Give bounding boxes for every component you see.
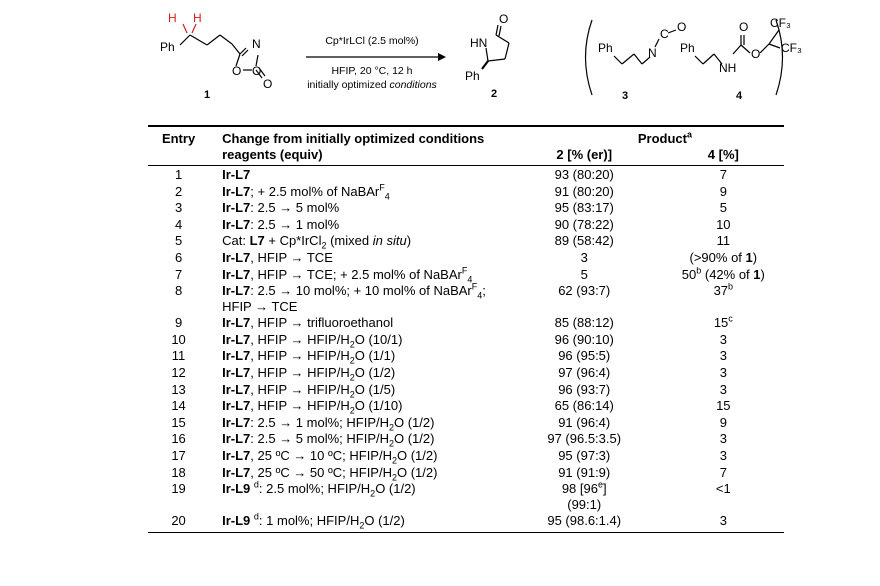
reagents-above-arrow: Cp*IrLCl (2.5 mol%): [325, 35, 419, 47]
cell-change: Ir-L7, HFIP → HFIP/$H_2O$ (1/10): [222, 398, 403, 416]
atom-h-red: H: [168, 11, 177, 25]
atom-o: O: [252, 64, 262, 78]
atom-o: O: [677, 20, 687, 34]
header-spacer: [148, 147, 209, 166]
cell-product-4: 5: [719, 200, 727, 216]
bond: [741, 45, 750, 53]
cell-change: Ir-L7; + 2.5 mol% of NaBAr$^F_4$: [222, 182, 390, 202]
cell-entry: 5: [174, 233, 183, 249]
cell-change: Ir-L9 $^d$: 1 mol%; HFIP/$H_2O$ (1/2): [209, 513, 506, 532]
atom-o: O: [263, 77, 273, 91]
cell-product-2: 62 (93:7): [558, 283, 611, 299]
cell-entry: 9: [174, 315, 183, 331]
cell-product-2: 3: [580, 249, 588, 265]
cell-entry: 2: [174, 183, 183, 199]
table-row: [148, 184, 784, 201]
bond: [499, 26, 501, 36]
table-row: [148, 315, 784, 332]
cell-change: Ir-L7: 2.5 → 1 mol%; HFIP/$H_2O$ (1/2): [222, 414, 435, 433]
bond: [505, 43, 509, 59]
bond: [733, 45, 741, 54]
header-row-2: [148, 147, 784, 166]
cell-change: Ir-L9 $^d$: 2.5 mol%; HFIP/$H_2O$ (1/2): [222, 479, 416, 499]
table-row: [148, 267, 784, 284]
cell-entry: 13: [171, 381, 186, 397]
right-parenthesis: [776, 20, 783, 95]
cell-change: Ir-L7, 25 ºC → 10 ºC; HFIP/$H_2O$ (1/2): [222, 447, 438, 466]
bond: [180, 35, 190, 45]
cell-change: Ir-L7: 2.5 → 5 mol%; HFIP/$H_2O$ (1/2): [222, 431, 435, 449]
cell-product-4: 15: [716, 398, 731, 414]
compound-number-4: 4: [736, 90, 743, 102]
table-row: [148, 398, 784, 415]
reagents-below-arrow-2: initially optimized conditions: [307, 79, 437, 91]
cell-product-2: 96 (93:7): [558, 381, 611, 397]
bond: [703, 54, 714, 64]
table-row: [148, 465, 784, 482]
left-parenthesis: [586, 20, 593, 95]
table-row: [148, 365, 784, 382]
cell-entry: 16: [171, 431, 186, 447]
cell-product-4: 50$^b$ (42% of 1): [681, 265, 765, 282]
cell-product-2: 97 (96:4): [558, 364, 611, 380]
cell-change: Ir-L7, HFIP → TCE; + 2.5 mol% of NaBAr$^F_4$: [222, 265, 473, 285]
cell-change: Ir-L7, HFIP → HFIP/$H_2O$ (10/1): [222, 331, 403, 350]
bond: [614, 56, 622, 64]
bond: [488, 59, 505, 61]
table-row: [148, 283, 784, 315]
atom-n: N: [648, 46, 657, 60]
bond: [207, 35, 220, 45]
reagents-below-arrow-1: HFIP, 20 °C, 12 h: [331, 65, 413, 77]
cell-product-4: 7: [719, 167, 727, 182]
bond: [220, 35, 232, 44]
cell-entry: 19: [171, 481, 186, 497]
cell-entry: 3: [174, 200, 183, 216]
header-col-2: 2 [% (er)]: [506, 147, 663, 166]
cell-change: Ir-L7: 2.5 → 1 mol%: [222, 216, 340, 232]
cell-product-2: 90 (78:22): [554, 216, 614, 232]
cell-product-2: 65 (86:14): [554, 398, 614, 414]
table-row: [148, 200, 784, 217]
cell-entry: 1: [174, 167, 183, 182]
cell-change: Ir-L7, HFIP → TCE: [222, 249, 333, 265]
cell-product-2: 97 (96.5:3.5): [547, 431, 622, 447]
atom-ph: Ph: [598, 41, 613, 55]
cell-entry: 8: [174, 283, 183, 299]
table-row: [148, 332, 784, 349]
table-row: [148, 513, 784, 532]
cell-product-4: 11: [716, 233, 731, 249]
cell-product-4: 15$^c$: [713, 313, 733, 331]
cell-entry: 11: [171, 348, 186, 364]
cell-product-2: 98 [96e] (99:1): [561, 479, 607, 513]
cell-change: Ir-L7: 2.5 → 5 mol%: [222, 200, 340, 216]
cell-change: Ir-L7: [222, 167, 251, 182]
compound-number-2: 2: [491, 88, 498, 100]
bond: [496, 25, 498, 35]
cell-entry: 15: [171, 414, 186, 430]
bond: [760, 44, 769, 53]
bond: [695, 56, 703, 64]
header-product: Product$^a$: [506, 126, 784, 147]
table-row: [148, 431, 784, 448]
header-row-1: [148, 126, 784, 147]
table-row: [148, 481, 784, 513]
table-row: [148, 448, 784, 465]
cell-entry: 20: [148, 513, 209, 532]
cell-product-2: 95 (97:3): [558, 447, 611, 463]
table-body: [148, 126, 784, 532]
cell-entry: 14: [171, 398, 186, 414]
atom-hn: HN: [470, 36, 488, 50]
cell-product-2: 89 (58:42): [554, 233, 614, 249]
cell-product-4: 3: [719, 364, 727, 380]
cell-product-2: 96 (95:5): [558, 348, 611, 364]
cell-change: Ir-L7, HFIP → HFIP/$H_2O$ (1/2): [222, 364, 396, 383]
bond: [190, 35, 207, 45]
atom-o: O: [739, 20, 749, 34]
atom-nh: NH: [719, 61, 737, 75]
atom-n: N: [252, 37, 261, 51]
atom-ph: Ph: [465, 69, 480, 83]
bond: [769, 30, 779, 44]
table-row: [148, 250, 784, 267]
atom-h-red: H: [193, 11, 202, 25]
cell-entry: 7: [174, 266, 183, 282]
cell-change: Ir-L7, HFIP → HFIP/$H_2O$ (1/5): [222, 381, 396, 400]
atom-cf3: CF₃: [781, 41, 802, 55]
cell-product-4: 3: [719, 381, 727, 397]
cell-product-4: 3: [719, 331, 727, 347]
cell-product-2: 96 (90:10): [554, 331, 614, 347]
bond: [668, 30, 676, 33]
header-col-4: 4 [%]: [663, 147, 784, 166]
cell-entry: 18: [171, 464, 186, 480]
atom-o: O: [232, 64, 242, 78]
wedge-bond: [482, 61, 488, 69]
table-row: [148, 217, 784, 234]
compound-number-1: 1: [204, 89, 211, 101]
cell-entry: 4: [174, 216, 183, 232]
bond: [496, 35, 509, 43]
atom-ph: Ph: [160, 40, 175, 54]
bond: [232, 44, 240, 54]
table-row: [148, 348, 784, 365]
atom-ph: Ph: [680, 41, 695, 55]
arrow-head: [438, 53, 446, 61]
cell-product-2: 95 (83:17): [554, 200, 614, 216]
cell-change: Ir-L7, HFIP → trifluoroethanol: [222, 315, 394, 331]
cell-product-2: 91 (96:4): [558, 414, 611, 430]
cell-entry: 17: [171, 447, 186, 463]
cell-entry: 10: [171, 331, 186, 347]
cell-product-2: 93 (80:20): [554, 167, 614, 182]
cell-product-4: (>90% of 1): [689, 249, 758, 265]
optimization-table: [148, 125, 784, 533]
cell-product-4: 9: [719, 183, 727, 199]
cell-change: Ir-L7, HFIP → HFIP/$H_2O$ (1/1): [222, 348, 396, 366]
atom-o: O: [499, 12, 509, 26]
ch-bond-red: [192, 24, 196, 33]
ch-bond-red: [183, 24, 187, 33]
bond: [634, 54, 642, 64]
table-row: [148, 166, 784, 184]
cell-product-2: 85 (88:12): [554, 315, 614, 331]
cell-product-4: 3: [663, 513, 784, 532]
cell-product-2: 5: [580, 266, 588, 282]
cell-entry: 6: [174, 249, 183, 265]
atom-o: O: [751, 47, 761, 61]
header-entry: Entry: [148, 126, 209, 147]
table-row: [148, 415, 784, 432]
table-row: [148, 382, 784, 399]
cell-product-4: 9: [719, 414, 727, 430]
cell-change: Ir-L7: 2.5 → 10 mol%; + 10 mol% of NaBAr$^F_4$; HFIP → TCE: [222, 281, 486, 315]
cell-product-4: <1: [715, 481, 731, 497]
cell-change: Ir-L7, 25 ºC → 50 ºC; HFIP/$H_2O$ (1/2): [222, 464, 438, 483]
header-change-2: reagents (equiv): [209, 147, 506, 166]
cell-entry: 12: [171, 364, 186, 380]
cell-product-4: 7: [719, 464, 727, 480]
cell-product-2: 95 (98.6:1.4): [506, 513, 663, 532]
cell-change: Cat: L7 + Cp*IrCl$_2$ (mixed in situ): [222, 233, 412, 251]
cell-product-4: 10: [716, 216, 731, 232]
atom-c: C: [660, 27, 669, 41]
cell-product-2: 91 (80:20): [554, 183, 614, 199]
cell-product-4: 37$^b$: [713, 281, 734, 299]
cell-product-4: 3: [719, 431, 727, 447]
atom-cf3: CF₃: [770, 16, 791, 30]
cell-product-4: 3: [719, 348, 727, 364]
cell-product-4: 3: [719, 447, 727, 463]
bond: [769, 44, 780, 48]
bond: [622, 54, 634, 64]
compound-number-3: 3: [622, 90, 629, 102]
header-change-1: Change from initially optimized conditions: [209, 126, 506, 147]
cell-product-2: 91 (91:9): [558, 464, 611, 480]
table-row: [148, 233, 784, 250]
reaction-scheme: [0, 0, 880, 110]
